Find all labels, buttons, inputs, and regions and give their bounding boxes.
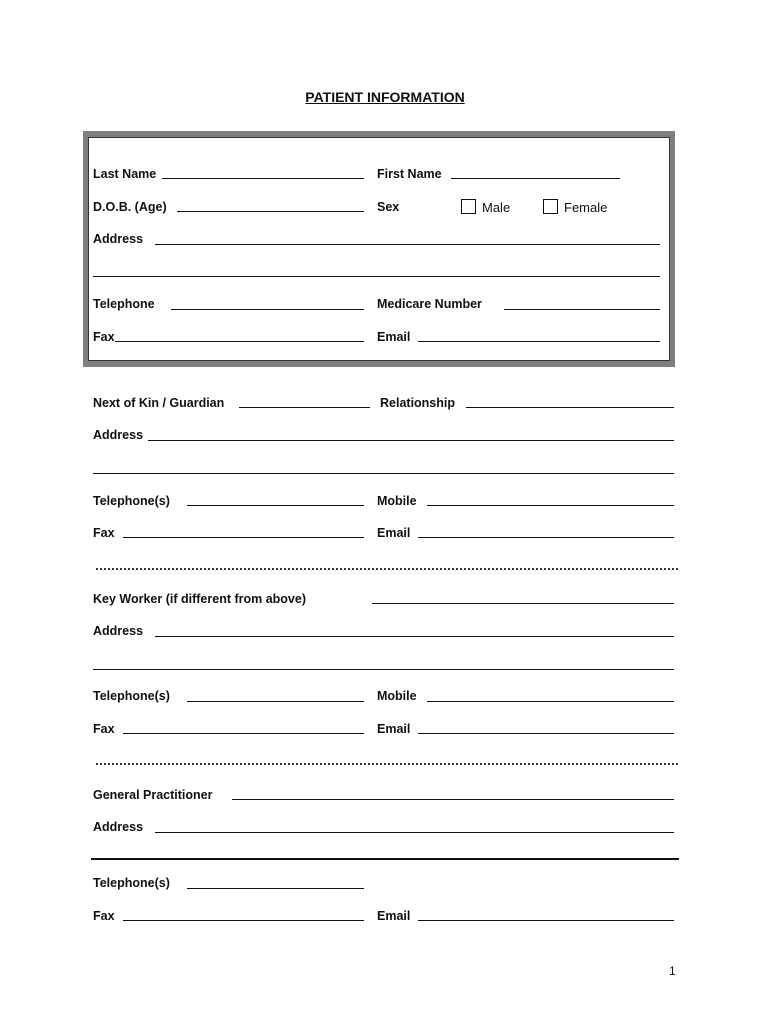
kin-fax-label: Fax bbox=[93, 526, 115, 540]
kin-address-field-line-2[interactable] bbox=[93, 473, 674, 474]
male-checkbox[interactable] bbox=[461, 199, 476, 214]
page-title: PATIENT INFORMATION bbox=[305, 89, 465, 105]
worker-email-label: Email bbox=[377, 722, 411, 736]
worker-fax-label: Fax bbox=[93, 722, 115, 736]
gp-email-field[interactable] bbox=[418, 920, 674, 921]
kin-address-label: Address bbox=[93, 428, 144, 442]
gp-fax-field[interactable] bbox=[123, 920, 364, 921]
worker-fax-field[interactable] bbox=[123, 733, 364, 734]
dob-field[interactable] bbox=[177, 211, 364, 212]
telephone-field[interactable] bbox=[171, 309, 364, 310]
gp-email-label: Email bbox=[377, 909, 411, 923]
relationship-field[interactable] bbox=[466, 407, 674, 408]
fax-label: Fax bbox=[93, 330, 115, 344]
gp-telephone-label: Telephone(s) bbox=[93, 876, 170, 890]
gp-field[interactable] bbox=[232, 799, 674, 800]
worker-telephone-field[interactable] bbox=[187, 701, 364, 702]
kin-telephone-label: Telephone(s) bbox=[93, 494, 170, 508]
next-of-kin-label: Next of Kin / Guardian bbox=[93, 396, 225, 410]
dob-label: D.O.B. (Age) bbox=[93, 200, 167, 214]
key-worker-label: Key Worker (if different from above) bbox=[93, 592, 307, 606]
email-label: Email bbox=[377, 330, 411, 344]
last-name-field[interactable] bbox=[162, 178, 364, 179]
key-worker-field[interactable] bbox=[372, 603, 674, 604]
address-label: Address bbox=[93, 232, 144, 246]
sex-label: Sex bbox=[377, 200, 400, 214]
medicare-number-label: Medicare Number bbox=[377, 297, 482, 311]
kin-telephone-field[interactable] bbox=[187, 505, 364, 506]
worker-address-field-line-2[interactable] bbox=[93, 669, 674, 670]
gp-address-label: Address bbox=[93, 820, 144, 834]
address-field-line-2[interactable] bbox=[93, 276, 660, 277]
gp-telephone-field[interactable] bbox=[187, 888, 364, 889]
fax-field[interactable] bbox=[115, 341, 364, 342]
worker-mobile-label: Mobile bbox=[377, 689, 417, 703]
kin-fax-field[interactable] bbox=[123, 537, 364, 538]
email-field[interactable] bbox=[418, 341, 660, 342]
worker-address-field-line-1[interactable] bbox=[155, 636, 674, 637]
worker-address-label: Address bbox=[93, 624, 144, 638]
page-number: 1 bbox=[669, 964, 676, 978]
female-checkbox[interactable] bbox=[543, 199, 558, 214]
first-name-field[interactable] bbox=[451, 178, 620, 179]
dotted-separator-1 bbox=[96, 568, 678, 570]
gp-address-field[interactable] bbox=[155, 832, 674, 833]
female-label: Female bbox=[564, 200, 608, 215]
telephone-label: Telephone bbox=[93, 297, 155, 311]
worker-email-field[interactable] bbox=[418, 733, 674, 734]
relationship-label: Relationship bbox=[380, 396, 456, 410]
worker-telephone-label: Telephone(s) bbox=[93, 689, 170, 703]
gp-label: General Practitioner bbox=[93, 788, 213, 802]
kin-mobile-field[interactable] bbox=[427, 505, 674, 506]
gp-fax-label: Fax bbox=[93, 909, 115, 923]
kin-mobile-label: Mobile bbox=[377, 494, 417, 508]
kin-address-field-line-1[interactable] bbox=[148, 440, 674, 441]
kin-email-field[interactable] bbox=[418, 537, 674, 538]
worker-mobile-field[interactable] bbox=[427, 701, 674, 702]
last-name-label: Last Name bbox=[93, 167, 157, 181]
medicare-number-field[interactable] bbox=[504, 309, 660, 310]
next-of-kin-field[interactable] bbox=[239, 407, 370, 408]
first-name-label: First Name bbox=[377, 167, 442, 181]
kin-email-label: Email bbox=[377, 526, 411, 540]
address-field-line-1[interactable] bbox=[155, 244, 660, 245]
dotted-separator-2 bbox=[96, 763, 678, 765]
male-label: Male bbox=[482, 200, 511, 215]
section-divider bbox=[91, 858, 679, 860]
